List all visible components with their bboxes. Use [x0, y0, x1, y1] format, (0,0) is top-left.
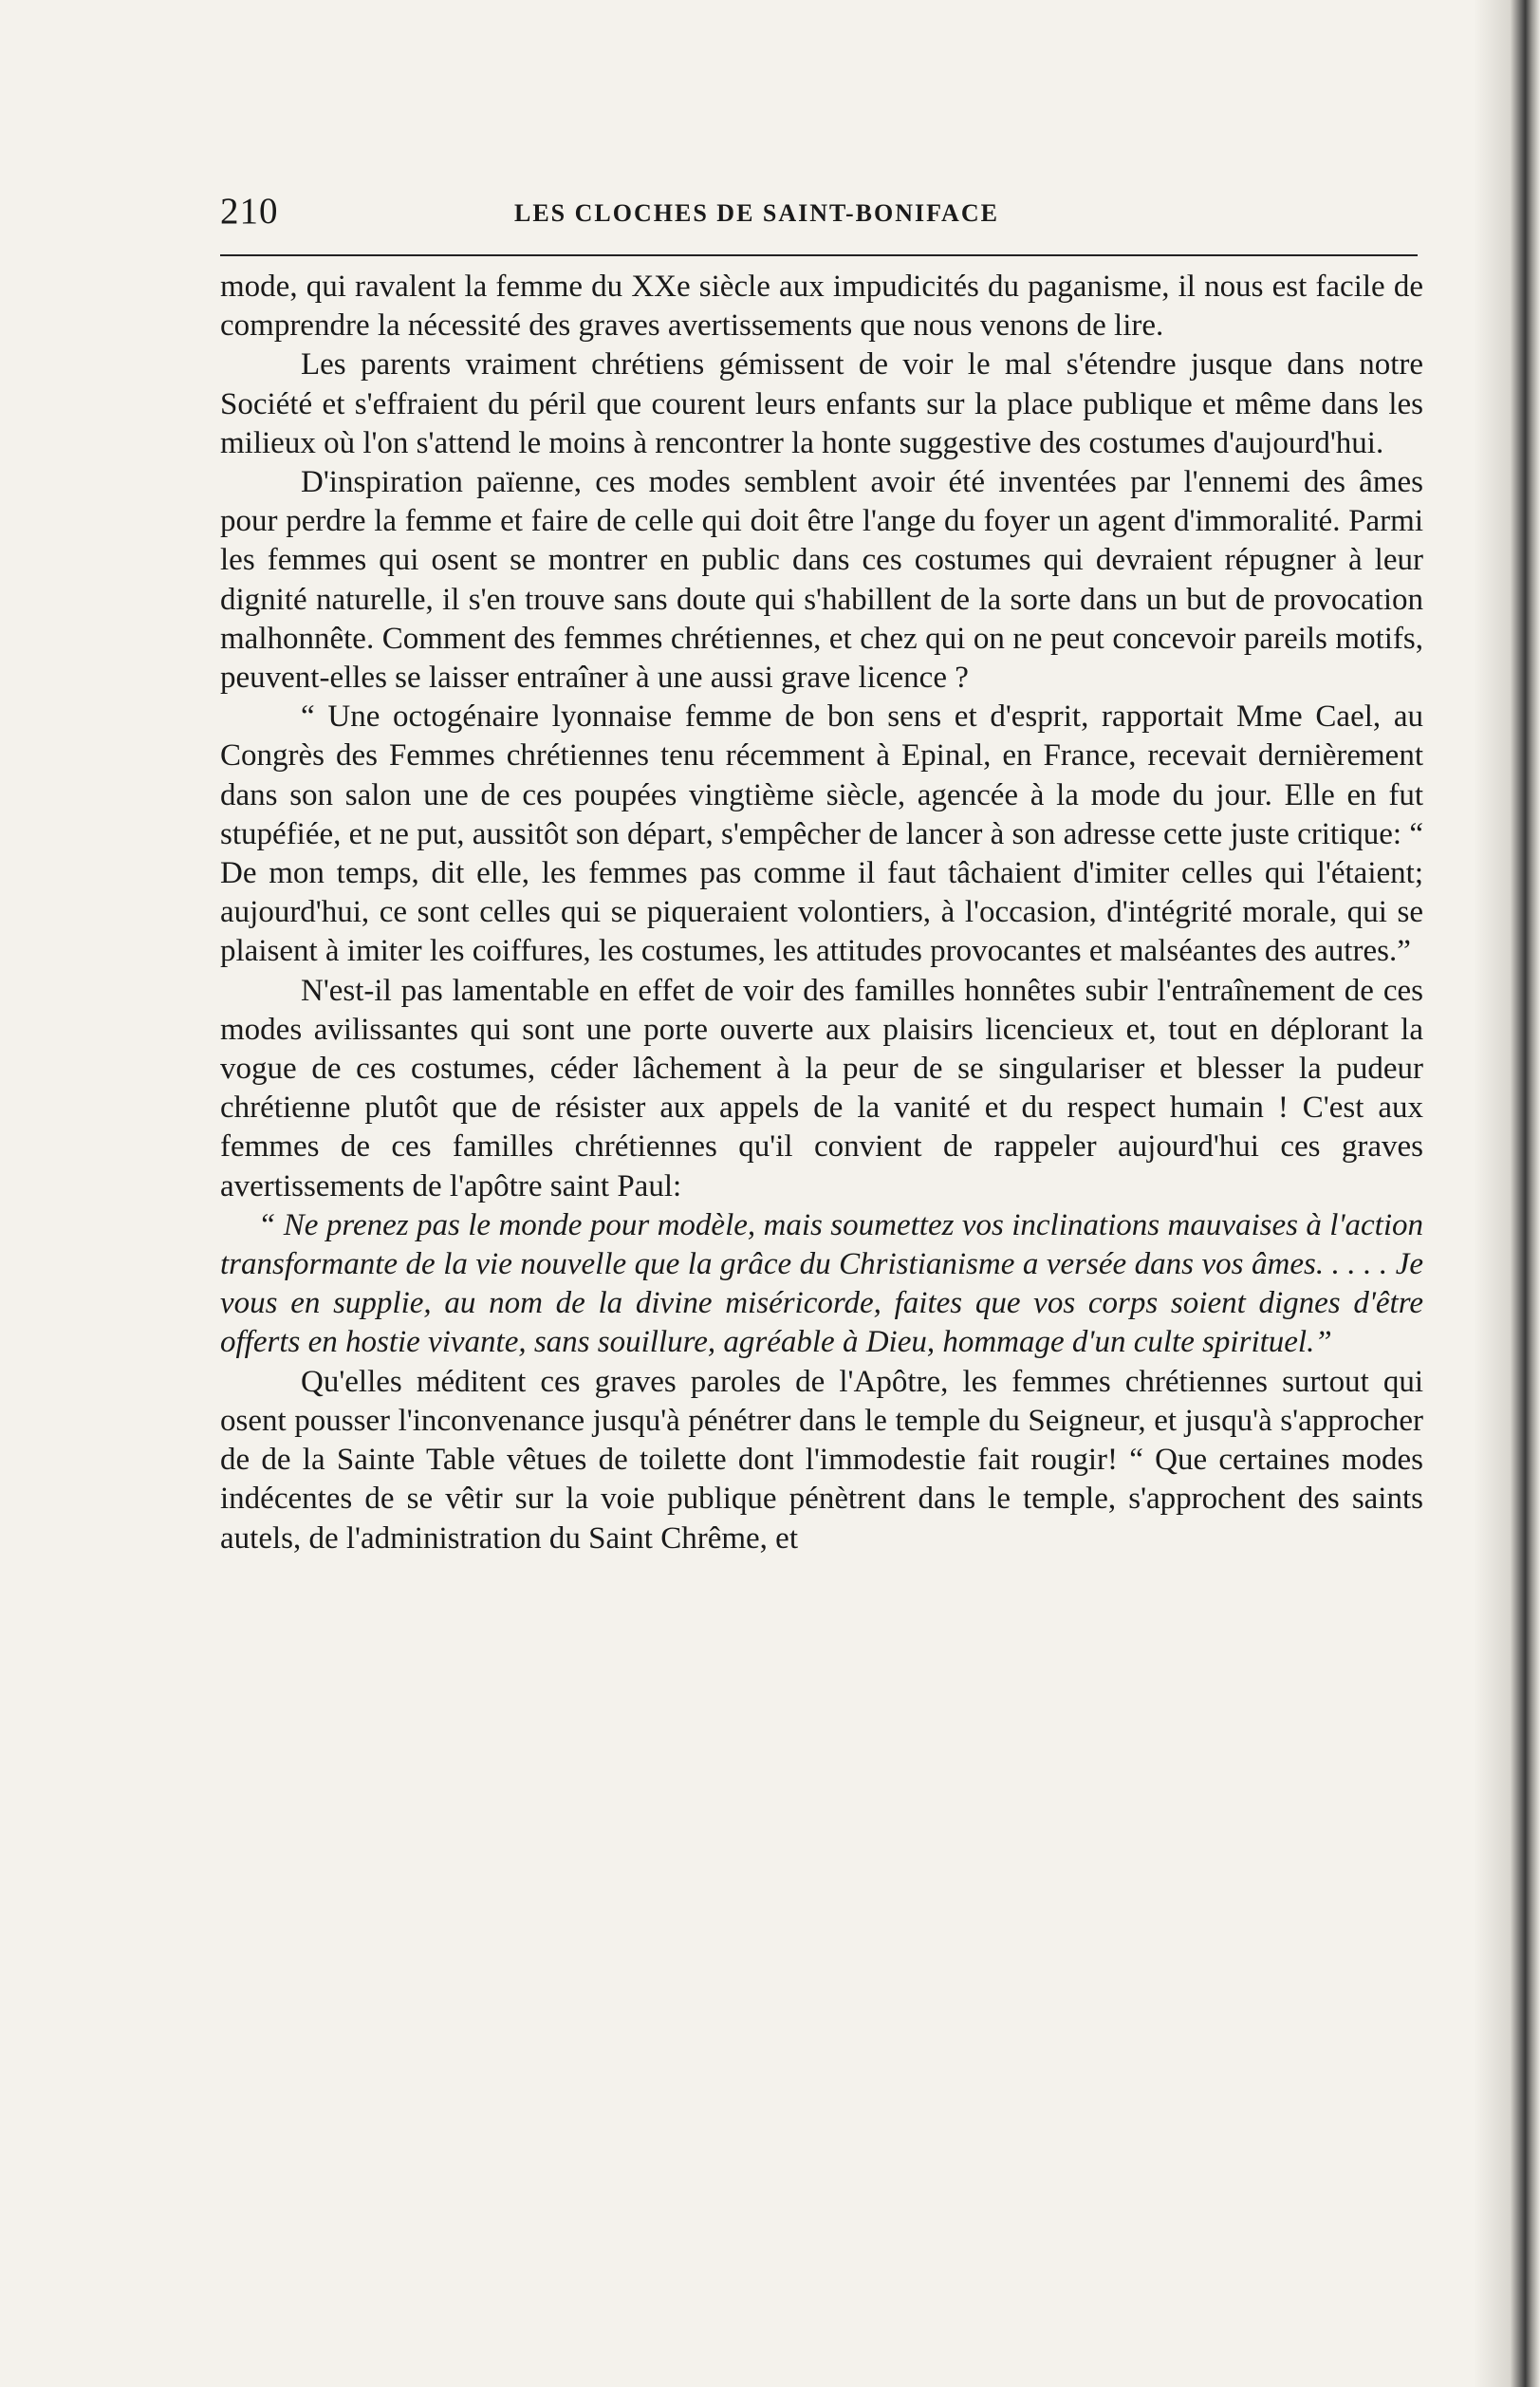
paragraph-quotation: “ Une octogénaire lyonnaise femme de bon sens et d'esprit, rapportait Mme Cael, au Congrès des Femmes chrétiennes tenu récemment à Epinal, en France, recevait dernièrement dans son salon une de ces poupées vingtième siècle, agencée à la mode du jour. Elle en fut stupéfiée, et ne put, aussitôt son départ, s'empêcher de lancer à son adresse cette juste critique: “ De mon temps, dit elle, les femmes pas comme il faut tâchaient d'imiter celles qui l'étaient; aujourd'hui, ce sont celles qui se piqueraient volontiers, à l'occasion, d'intégrité morale, qui se plaisent à imiter les coiffures, les costumes, les attitudes provocantes et malséantes des autres.”	[220, 699, 1423, 969]
body-text	[220, 268, 1423, 1558]
scripture-quotation: “ Ne prenez pas le monde pour modèle, mais soumettez vos inclinations mauvaises à l'action transformante de la vie nouvelle que la grâce du Christianisme a versée dans vos âmes. . . . . Je vous en supplie, au nom de la divine miséricorde, faites que vos corps soient dignes d'être offerts en hostie vivante, sans souillure, agréable à Dieu, hommage d'un culte spirituel.”	[220, 1207, 1423, 1360]
page-header	[220, 190, 1418, 237]
running-title: LES CLOCHES DE SAINT-BONIFACE	[514, 199, 999, 227]
header-rule	[220, 254, 1418, 256]
paragraph: N'est-il pas lamentable en effet de voir des familles honnêtes subir l'entraînement de ces modes avilissantes qui sont une porte ouverte aux plaisirs licencieux et, tout en déplorant la vogue de ces costumes, céder lâchement à la peur de se singulariser et blesser la pudeur chrétienne plutôt que de résister aux appels de la vanité et du respect humain ! C'est aux femmes de ces familles chrétiennes qu'il convient de rappeler aujourd'hui ces graves avertissements de l'apôtre saint Paul:	[220, 973, 1423, 1203]
paragraph: D'inspiration païenne, ces modes semblent avoir été inventées par l'ennemi des âmes pour perdre la femme et faire de celle qui doit être l'ange du foyer un agent d'immoralité. Parmi les femmes qui osent se montrer en public dans ces costumes qui devraient répugner à leur dignité naturelle, il s'en trouve sans doute qui s'habillent de la sorte dans un but de provocation malhonnête. Comment des femmes chrétiennes, et chez qui on ne peut concevoir pareils motifs, peuvent-elles se laisser entraîner à une aussi grave licence ?	[220, 465, 1423, 696]
paragraph: Qu'elles méditent ces graves paroles de l'Apôtre, les femmes chrétiennes surtout qui osent pousser l'inconvenance jusqu'à pénétrer dans le temple du Seigneur, et jusqu'à s'approcher de de la Sainte Table vêtues de toilette dont l'immodestie fait rougir! “ Que certaines modes indécentes de se vêtir sur la voie publique pénètrent dans le temple, s'approchent des saints autels, de l'administration du Saint Chrême, et	[220, 1364, 1423, 1556]
page-number: 210	[220, 191, 279, 232]
page-edge	[1474, 0, 1540, 2387]
paragraph: Les parents vraiment chrétiens gémissent de voir le mal s'étendre jusque dans notre Société et s'effraient du péril que courent leurs enfants sur la place publique et même dans les milieux où l'on s'attend le moins à rencontrer la honte suggestive des costumes d'aujourd'hui.	[220, 347, 1423, 460]
paragraph-continued: mode, qui ravalent la femme du XXe siècle aux impudicités du paganisme, il nous est facile de comprendre la nécessité des graves avertissements que nous venons de lire.	[220, 270, 1423, 344]
